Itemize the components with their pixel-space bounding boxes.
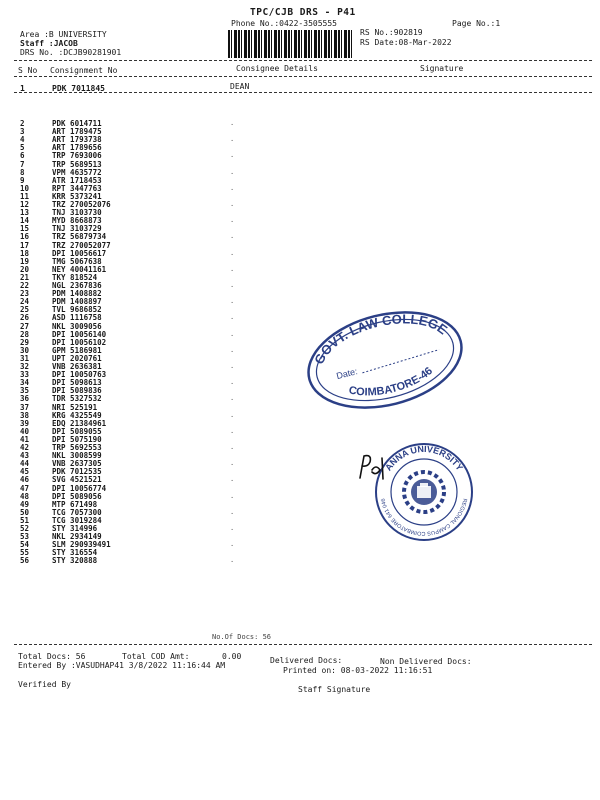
- total-cod-value: 0.00: [222, 652, 242, 661]
- no-of-docs: No.Of Docs: 56: [212, 633, 272, 641]
- staff-label: Staff :JACOB: [20, 39, 78, 48]
- row-consignment: DPI 5089056: [52, 491, 102, 501]
- row-consignee-mark: .: [230, 297, 235, 306]
- row-consignment: TVL 9686852: [52, 305, 102, 315]
- row-consignee-mark: .: [230, 475, 235, 484]
- row-sno: 39: [20, 418, 30, 428]
- row-consignee-mark: .: [230, 119, 235, 127]
- row-consignee-mark: .: [230, 183, 235, 192]
- row-consignee-mark: .: [230, 540, 235, 549]
- row-sno: 56: [20, 556, 30, 566]
- row-consignee-mark: .: [230, 410, 235, 419]
- row-sno: 32: [20, 362, 30, 371]
- university-seal-sub: REGIONAL CAMPUS COIMBATORE 641 046: [380, 497, 468, 537]
- table-row: [0, 556, 600, 565]
- row-consignee-mark: .: [230, 232, 235, 241]
- row-consignment: NKL 3009056: [52, 321, 102, 331]
- row-sno: 28: [20, 329, 30, 339]
- row-sno: 26: [20, 313, 30, 323]
- row-sno: 15: [20, 224, 30, 234]
- row-consignment: PDK 6014711: [52, 119, 102, 128]
- barcode: [228, 30, 354, 58]
- document-title: TPC/CJB DRS - P41: [250, 7, 356, 18]
- row-consignee-mark: .: [230, 313, 235, 322]
- row-consignment: TRP 5692553: [52, 443, 102, 452]
- divider: [14, 76, 592, 77]
- page-number: Page No.:1: [452, 19, 501, 28]
- row-1-consignment: PDK 7011845: [52, 84, 105, 93]
- college-stamp-top: GOVT. LAW COLLEGE: [311, 311, 451, 367]
- row-consignment: NKL 3008599: [52, 451, 102, 461]
- row-consignment: TKY 818524: [52, 272, 98, 282]
- row-consignee-mark: .: [230, 556, 235, 565]
- row-consignee-mark: .: [230, 362, 235, 370]
- row-sno: 24: [20, 297, 30, 307]
- row-consignment: MTP 671498: [52, 499, 98, 509]
- row-consignment: VPM 4635772: [52, 167, 102, 177]
- row-sno: 51: [20, 515, 30, 525]
- row-consignment: SLM 290939491: [52, 540, 111, 550]
- row-sno: 44: [20, 459, 30, 469]
- row-sno: 3: [20, 127, 25, 137]
- row-consignee-mark: .: [230, 443, 235, 451]
- row-consignment: STY 316554: [52, 548, 98, 558]
- row-consignee-mark: .: [230, 167, 235, 176]
- row-sno: 40: [20, 426, 30, 436]
- divider: [14, 60, 592, 61]
- row-consignee-mark: .: [230, 459, 235, 468]
- row-consignment: DPI 10056140: [52, 329, 107, 339]
- row-sno: 14: [20, 216, 30, 226]
- row-consignee-mark: .: [230, 394, 235, 403]
- row-consignment: TCG 3019284: [52, 515, 102, 525]
- row-sno: 8: [20, 167, 25, 177]
- row-sno: 43: [20, 451, 30, 461]
- row-consignment: DPI 5098613: [52, 378, 102, 388]
- row-consignment: ART 1789475: [52, 127, 102, 137]
- row-consignee-mark: .: [230, 524, 235, 532]
- row-consignment: KRG 4325549: [52, 410, 102, 420]
- row-consignment: ART 1793738: [52, 135, 102, 145]
- row-sno: 35: [20, 386, 30, 396]
- row-consignment: TNJ 3103729: [52, 224, 102, 234]
- row-sno: 49: [20, 499, 30, 509]
- rs-number: RS No.:902819: [360, 28, 423, 37]
- row-consignee-mark: .: [230, 345, 235, 354]
- row-sno: 38: [20, 410, 30, 420]
- row-sno: 4: [20, 135, 25, 145]
- row-consignment: DPI 10050763: [52, 370, 107, 380]
- row-sno: 55: [20, 548, 30, 558]
- row-consignee-mark: .: [230, 329, 235, 338]
- row-sno: 50: [20, 507, 30, 517]
- printed-on: Printed on: 08-03-2022 11:16:51: [283, 666, 433, 675]
- row-consignee-mark: .: [230, 507, 235, 516]
- col-signature: Signature: [420, 64, 464, 73]
- row-sno: 29: [20, 337, 30, 347]
- row-consignee-mark: .: [230, 281, 235, 289]
- row-sno: 31: [20, 353, 30, 363]
- row-sno: 19: [20, 256, 30, 266]
- row-sno: 16: [20, 232, 30, 242]
- row-sno: 52: [20, 524, 30, 533]
- row-consignment: GPM 5186981: [52, 345, 102, 355]
- row-1-sno: 1: [20, 84, 25, 93]
- row-consignee-mark: .: [230, 426, 235, 435]
- svg-text:ANNA UNIVERSITY: [383, 444, 465, 473]
- row-consignment: UPT 2020761: [52, 353, 102, 363]
- divider: [14, 92, 592, 93]
- col-consignee: Consignee Details: [236, 64, 318, 73]
- non-delivered-docs: Non Delivered Docs:: [380, 657, 472, 666]
- row-consignment: ART 1789656: [52, 143, 102, 153]
- staff-signature: Staff Signature: [298, 685, 371, 694]
- row-consignment: PDM 1408897: [52, 297, 102, 307]
- row-consignment: DPI 5075190: [52, 434, 102, 444]
- row-consignee-mark: .: [230, 216, 235, 225]
- row-consignment: DPI 10056774: [52, 483, 107, 493]
- row-consignment: TDR 5327532: [52, 394, 102, 404]
- row-consignment: SVG 4521521: [52, 475, 102, 485]
- entered-by: Entered By :VASUDHAP41 3/8/2022 11:16:44 AM: [18, 661, 226, 670]
- total-docs: Total Docs: 56: [18, 652, 86, 661]
- row-sno: 9: [20, 175, 25, 185]
- row-consignment: TRP 7693006: [52, 151, 102, 161]
- col-consignment: Consignment No: [50, 66, 118, 75]
- row-consignment: PDK 7012535: [52, 467, 102, 477]
- area-label: Area :B UNIVERSITY: [20, 30, 107, 39]
- row-sno: 45: [20, 467, 30, 477]
- row-sno: 7: [20, 159, 25, 169]
- row-sno: 54: [20, 540, 30, 550]
- row-sno: 34: [20, 378, 30, 388]
- row-sno: 11: [20, 191, 30, 201]
- row-sno: 22: [20, 281, 30, 290]
- row-consignment: EDQ 21384961: [52, 418, 107, 428]
- row-sno: 47: [20, 483, 30, 493]
- row-consignment: NKL 2934149: [52, 532, 102, 542]
- row-consignment: DPI 10056102: [52, 337, 107, 347]
- row-consignee-mark: .: [230, 378, 235, 387]
- row-consignment: TNJ 3103730: [52, 208, 102, 218]
- drs-number: DRS No. :DCJB90281901: [20, 48, 122, 57]
- row-sno: 36: [20, 394, 30, 404]
- row-sno: 10: [20, 183, 30, 193]
- row-consignment: TRZ 270052076: [52, 200, 111, 209]
- row-consignment: KRR 5373241: [52, 191, 102, 201]
- row-consignee-mark: .: [230, 248, 235, 257]
- rs-date: RS Date:08-Mar-2022: [360, 38, 452, 47]
- row-consignment: DPI 5089836: [52, 386, 102, 396]
- row-consignee-mark: .: [230, 151, 235, 160]
- row-sno: 6: [20, 151, 25, 161]
- row-sno: 27: [20, 321, 30, 331]
- row-sno: 25: [20, 305, 30, 315]
- row-sno: 46: [20, 475, 30, 485]
- row-sno: 53: [20, 532, 30, 542]
- row-sno: 5: [20, 143, 25, 153]
- row-sno: 23: [20, 289, 30, 299]
- row-consignment: MYD 8668873: [52, 216, 102, 226]
- col-sno: S No: [18, 66, 38, 75]
- row-sno: 18: [20, 248, 30, 258]
- row-consignment: VNB 2637305: [52, 459, 102, 469]
- row-consignment: TCG 7057300: [52, 507, 102, 517]
- row-sno: 48: [20, 491, 30, 501]
- row-sno: 42: [20, 443, 30, 452]
- row-consignee-mark: .: [230, 200, 235, 208]
- handwritten-initials: [356, 452, 390, 482]
- university-seal-name: ANNA UNIVERSITY: [383, 443, 465, 473]
- divider: [14, 644, 592, 645]
- row-consignment: VNB 2636381: [52, 362, 102, 371]
- total-cod-label: Total COD Amt:: [122, 652, 190, 661]
- row-consignment: NEY 40041161: [52, 264, 107, 274]
- row-sno: 12: [20, 200, 30, 209]
- row-sno: 13: [20, 208, 30, 218]
- college-stamp-date: Date:: [335, 366, 359, 382]
- row-consignment: TRZ 270052077: [52, 240, 111, 250]
- row-consignment: TRP 5689513: [52, 159, 102, 169]
- row-consignment: DPI 5089055: [52, 426, 102, 436]
- college-stamp-bottom: COIMBATORE-46: [347, 365, 435, 399]
- row-consignment: TRZ 56879734: [52, 232, 107, 242]
- row-sno: 21: [20, 272, 30, 282]
- row-consignment: NGL 2367836: [52, 281, 102, 290]
- row-sno: 30: [20, 345, 30, 355]
- row-sno: 33: [20, 370, 30, 380]
- row-consignment: NRI 525191: [52, 402, 98, 412]
- phone-number: Phone No.:0422-3505555: [231, 19, 337, 28]
- row-sno: 17: [20, 240, 30, 250]
- row-consignment: TMG 5067638: [52, 256, 102, 266]
- row-consignment: DPI 10056617: [52, 248, 107, 258]
- row-consignee-mark: .: [230, 491, 235, 500]
- row-consignment: ASD 1116758: [52, 313, 102, 323]
- row-1-consignee: DEAN: [230, 82, 250, 91]
- college-stamp: [300, 305, 470, 419]
- row-sno: 2: [20, 119, 25, 128]
- verified-by: Verified By: [18, 680, 71, 689]
- row-consignment: RPT 3447763: [52, 183, 102, 193]
- row-consignee-mark: .: [230, 264, 235, 273]
- row-consignee-mark: .: [230, 135, 235, 144]
- row-consignment: ATR 1718453: [52, 175, 102, 185]
- row-sno: 20: [20, 264, 30, 274]
- row-consignment: STY 314996: [52, 524, 98, 533]
- delivered-docs: Delivered Docs:: [270, 656, 343, 665]
- row-sno: 41: [20, 434, 30, 444]
- row-consignment: STY 320888: [52, 556, 98, 566]
- row-sno: 37: [20, 402, 30, 412]
- row-consignment: PDM 1408882: [52, 289, 102, 299]
